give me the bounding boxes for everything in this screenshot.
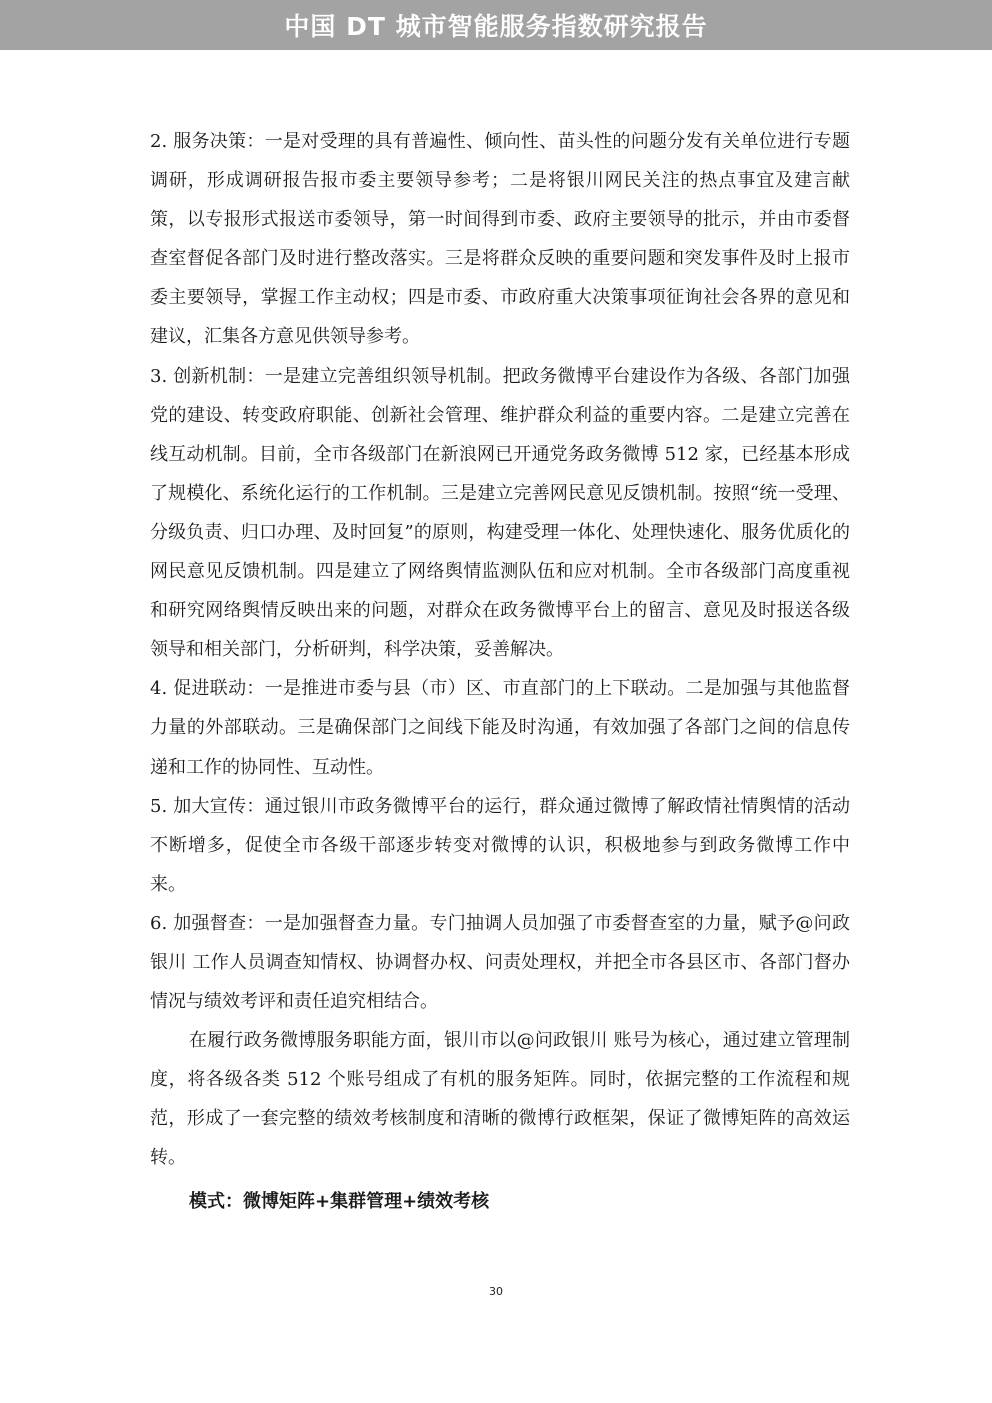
- header-bar: [0, 0, 992, 50]
- header-title: 中国 DT 城市智能服务指数研究报告: [284, 12, 708, 41]
- paragraph-supervision: 6. 加强督查：一是加强督查力量。专门抽调人员加强了市委督查室的力量，赋予@问政银川 工作人员调查知情权、协调督办权、问责处理权，并把全市各县区市、各部门督办情况与绩效考评和责任追究相结合。: [150, 912, 850, 1013]
- paragraph-summary: 在履行政务微博服务职能方面，银川市以@问政银川 账号为核心，通过建立管理制度，将各级各类 512 个账号组成了有机的服务矩阵。同时，依据完整的工作流程和规范，形成了一套完整的绩效考核制度和清晰的微博行政框架，保证了微博矩阵的高效运转。: [150, 1030, 850, 1169]
- document-body: [150, 122, 850, 1221]
- paragraph-service-decision: 2. 服务决策：一是对受理的具有普遍性、倾向性、苗头性的问题分发有关单位进行专题调研，形成调研报告报市委主要领导参考；二是将银川网民关注的热点事宜及建言献策，以专报形式报送市委领导，第一时间得到市委、政府主要领导的批示，并由市委督查室督促各部门及时进行整改落实。三是将群众反映的重要问题和突发事件及时上报市委主要领导，掌握工作主动权；四是市委、市政府重大决策事项征询社会各界的意见和建议，汇集各方意见供领导参考。: [150, 131, 850, 348]
- paragraph-innovation-mechanism: 3. 创新机制：一是建立完善组织领导机制。把政务微博平台建设作为各级、各部门加强党的建设、转变政府职能、创新社会管理、维护群众利益的重要内容。二是建立完善在线互动机制。目前，全市各级部门在新浪网已开通党务政务微博 512 家，已经基本形成了规模化、系统化运行的工作机制。三是建立完善网民意见反馈机制。按照“统一受理、分级负责、归口办理、及时回复”的原则，构建受理一体化、处理快速化、服务优质化的网民意见反馈机制。四是建立了网络舆情监测队伍和应对机制。全市各级部门高度重视和研究网络舆情反映出来的问题，对群众在政务微博平台上的留言、意见及时报送各级领导和相关部门，分析研判，科学决策，妥善解决。: [150, 365, 850, 661]
- mode-heading: 模式：微博矩阵+集群管理+绩效考核: [189, 1190, 490, 1212]
- paragraph-publicity: 5. 加大宣传：通过银川市政务微博平台的运行，群众通过微博了解政情社情舆情的活动不断增多，促使全市各级干部逐步转变对微博的认识，积极地参与到政务微博工作中来。: [150, 795, 850, 895]
- page-number: 30: [489, 1285, 503, 1298]
- paragraph-linkage: 4. 促进联动：一是推进市委与县（市）区、市直部门的上下联动。二是加强与其他监督力量的外部联动。三是确保部门之间线下能及时沟通，有效加强了各部门之间的信息传递和工作的协同性、互动性。: [150, 678, 850, 778]
